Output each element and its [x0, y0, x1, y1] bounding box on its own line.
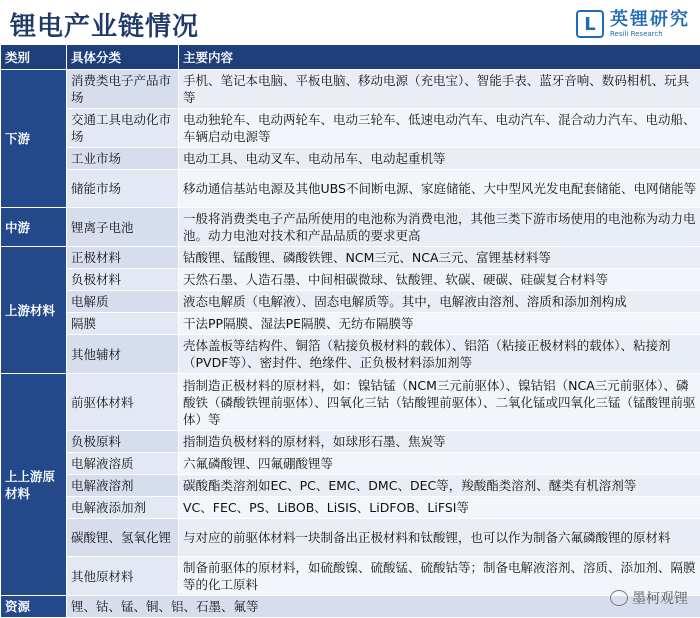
content-cell: 移动通信基站电源及其他UBS不间断电源、家庭储能、大中型风光发电配套储能、电网储能等 — [179, 170, 700, 208]
subcategory-cell: 电解液溶质 — [67, 453, 179, 475]
content-cell: 电动独轮车、电动两轮车、电动三轮车、低速电动汽车、电动汽车、混合动力汽车、电动船、车辆启动电源等 — [179, 109, 700, 148]
logo-subtitle: Resili Research — [610, 31, 690, 38]
subcategory-cell: 负极材料 — [67, 269, 179, 291]
subcategory-cell: 其他原材料 — [67, 557, 179, 596]
table-row — [1, 374, 700, 431]
table-row — [1, 313, 700, 335]
table-header-row — [1, 45, 700, 70]
table-row — [1, 148, 700, 170]
subcategory-cell: 交通工具电动化市场 — [67, 109, 179, 148]
table-row — [1, 557, 700, 596]
logo-name: 英锂研究 — [610, 11, 690, 29]
subcategory-cell: 电解质 — [67, 291, 179, 313]
category-cell: 上游材料 — [1, 247, 67, 374]
subcategory-cell: 前驱体材料 — [67, 374, 179, 431]
subcategory-cell: 锂离子电池 — [67, 208, 179, 247]
subcategory-cell: 负极原料 — [67, 431, 179, 453]
subcategory-cell: 碳酸锂、氢氧化锂 — [67, 519, 179, 557]
content-cell: 指制造负极材料的原材料，如球形石墨、焦炭等 — [179, 431, 700, 453]
table-row — [1, 269, 700, 291]
table-row — [1, 208, 700, 247]
subcategory-cell: 电解液添加剂 — [67, 497, 179, 519]
industry-chain-table — [0, 44, 700, 618]
resource-list-cell: 锂、钴、锰、铜、铝、石墨、氟等 — [67, 596, 700, 618]
content-cell: 天然石墨、人造石墨、中间相碳微球、钛酸锂、软碳、硬碳、硅碳复合材料等 — [179, 269, 700, 291]
subcategory-cell: 隔膜 — [67, 313, 179, 335]
content-cell: 六氟磷酸锂、四氟硼酸锂等 — [179, 453, 700, 475]
table-row — [1, 519, 700, 557]
table-row — [1, 497, 700, 519]
logo-icon: L — [576, 10, 604, 38]
brand-logo — [576, 10, 690, 38]
category-cell: 上上游原材料 — [1, 374, 67, 596]
table-row — [1, 247, 700, 269]
table-row — [1, 291, 700, 313]
table-row — [1, 596, 700, 618]
watermark-text: 墨柯观锂 — [632, 588, 688, 608]
table-row — [1, 431, 700, 453]
table-row — [1, 170, 700, 208]
content-cell: 干法PP隔膜、湿法PE隔膜、无纺布隔膜等 — [179, 313, 700, 335]
watermark — [610, 588, 688, 608]
page-title: 锂电产业链情况 — [10, 6, 199, 43]
content-cell: 液态电解质（电解液）、固态电解质等。其中，电解液由溶剂、溶质和添加剂构成 — [179, 291, 700, 313]
content-cell: 壳体盖板等结构件、铜箔（粘接负极材料的载体）、铝箔（粘接正极材料的载体）、粘接剂（PVDF等）、密封件、绝缘件、正负极材料添加剂等 — [179, 335, 700, 374]
content-cell: 电动工具、电动叉车、电动吊车、电动起重机等 — [179, 148, 700, 170]
subcategory-cell: 消费类电子产品市场 — [67, 70, 179, 109]
content-cell: 钴酸锂、锰酸锂、磷酸铁锂、NCM三元、NCA三元、富锂基材料等 — [179, 247, 700, 269]
subcategory-cell: 电解液溶剂 — [67, 475, 179, 497]
content-cell: 手机、笔记本电脑、平板电脑、移动电源（充电宝）、智能手表、蓝牙音响、数码相机、玩具等 — [179, 70, 700, 109]
content-cell: 与对应的前驱体材料一块制备出正极材料和钛酸锂，也可以作为制备六氟磷酸锂的原材料 — [179, 519, 700, 557]
subcategory-cell: 其他辅材 — [67, 335, 179, 374]
table-row — [1, 453, 700, 475]
table-row — [1, 109, 700, 148]
category-cell: 下游 — [1, 70, 67, 208]
subcategory-cell: 正极材料 — [67, 247, 179, 269]
content-cell: VC、FEC、PS、LiBOB、LiSIS、LiDFOB、LiFSI等 — [179, 497, 700, 519]
header-content: 主要内容 — [179, 45, 700, 70]
table-row — [1, 475, 700, 497]
header-category: 类别 — [1, 45, 67, 70]
wechat-icon — [610, 590, 628, 606]
content-cell: 指制造正极材料的原材料，如：镍钴锰（NCM三元前驱体）、镍钴铝（NCA三元前驱体）、磷酸铁（磷酸铁锂前驱体）、四氧化三钴（钴酸锂前驱体）、二氧化锰或四氧化三锰（锰酸锂前驱体）等 — [179, 374, 700, 431]
table-row — [1, 70, 700, 109]
content-cell: 一般将消费类电子产品所使用的电池称为消费电池，其他三类下游市场使用的电池称为动力电池。动力电池对技术和产品品质的要求更高 — [179, 208, 700, 247]
content-cell: 制备前驱体的原材料，如硫酸镍、硫酸锰、硫酸钴等；制备电解液溶剂、溶质、添加剂、隔膜等的化工原料 — [179, 557, 700, 596]
subcategory-cell: 工业市场 — [67, 148, 179, 170]
header-subcategory: 具体分类 — [67, 45, 179, 70]
category-cell: 中游 — [1, 208, 67, 247]
table-row — [1, 335, 700, 374]
subcategory-cell: 储能市场 — [67, 170, 179, 208]
category-cell: 资源 — [1, 596, 67, 618]
content-cell: 碳酸酯类溶剂如EC、PC、EMC、DMC、DEC等，羧酸酯类溶剂、醚类有机溶剂等 — [179, 475, 700, 497]
